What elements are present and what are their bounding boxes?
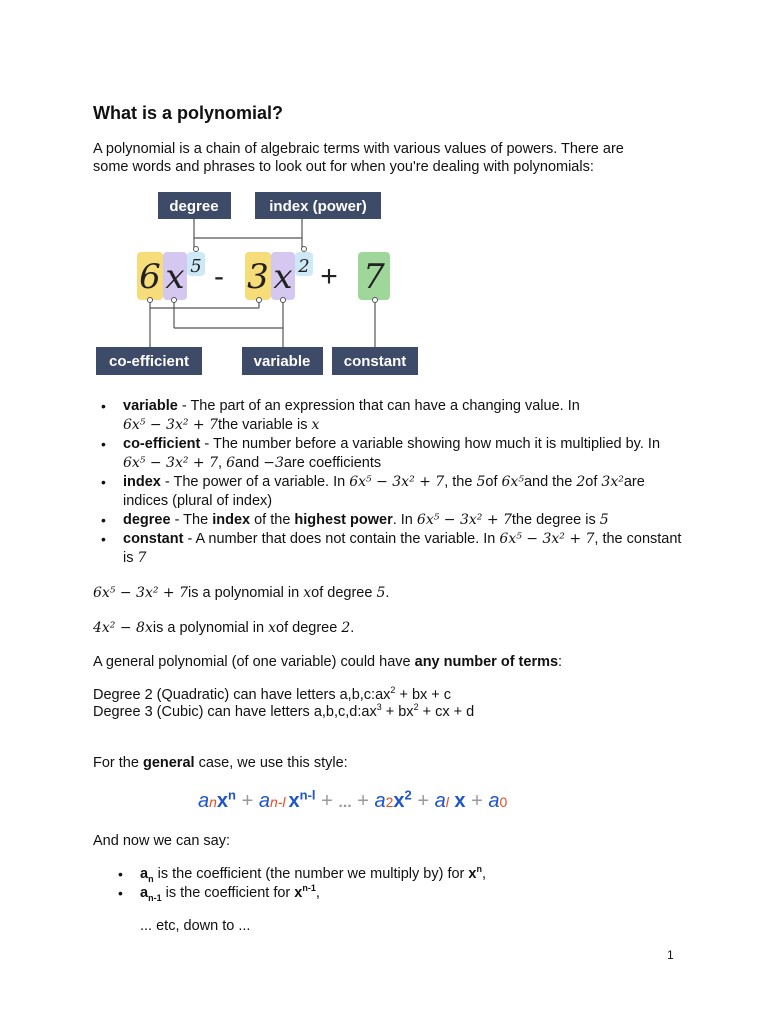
coefficient-item-an-1: [140, 884, 640, 903]
definition-text: - The part of an expression that can have a changing value. In: [177, 398, 580, 414]
math-value: x: [303, 585, 312, 601]
index-label: index (power): [269, 198, 367, 215]
polynomial-diagram: [93, 188, 423, 378]
bold-text: any number of terms: [414, 654, 559, 670]
math-expression: 6x⁵ − 3x² + 7: [123, 417, 218, 433]
etc-text: ... etc, down to ...: [140, 918, 251, 934]
now-say-text: And now we can say:: [93, 833, 231, 849]
degree-3-line: [93, 704, 474, 720]
formula-exponent: n-l: [299, 787, 316, 803]
coef2-text: 3: [247, 257, 269, 297]
definition-degree: [123, 511, 683, 530]
coefficient-item-an: [140, 865, 640, 884]
bold-text: highest power: [294, 512, 393, 528]
superscript: 3: [376, 702, 382, 713]
var1-text: x: [165, 257, 185, 297]
definition-text: the degree is: [511, 512, 600, 528]
math-value: 6x⁵: [501, 474, 524, 490]
paragraph-text: case, we use this style:: [194, 755, 348, 771]
line-text: + bx + c: [395, 687, 452, 703]
item-text: ,: [482, 866, 487, 882]
math-value: x: [311, 417, 320, 433]
definition-text: of the: [250, 512, 295, 528]
formula-subscript: 0: [499, 794, 508, 810]
example-text: of degree: [276, 620, 342, 636]
definition-text: are indices (plural of index): [123, 474, 645, 509]
definition-text: - The power of a variable. In: [160, 474, 350, 490]
definition-coefficient: [123, 435, 683, 473]
general-case-text: [93, 755, 348, 771]
definition-text: and: [234, 455, 264, 471]
coef-a: a: [140, 866, 149, 882]
formula-subscript: 2: [385, 794, 394, 810]
math-expression: 6x⁵ − 3x² + 7: [499, 531, 595, 547]
degree-2-line: [93, 687, 451, 703]
term-degree: degree: [123, 512, 171, 528]
exp1-text: 5: [190, 256, 202, 277]
const-text: 7: [363, 257, 385, 297]
superscript: n: [476, 864, 482, 875]
item-text: ,: [315, 885, 320, 901]
coefficient-label: co-efficient: [108, 353, 190, 370]
general-polynomial-text: [93, 654, 562, 670]
coef1-text: 6: [139, 257, 161, 297]
definition-text: , the constant is: [123, 531, 682, 566]
math-value: x: [268, 620, 277, 636]
example-text: is a polynomial in: [152, 620, 269, 636]
formula-x: x: [454, 790, 466, 812]
var2-text: x: [273, 257, 293, 297]
definitions-list: [123, 397, 683, 568]
math-expression: 6x⁵ − 3x² + 7: [349, 474, 445, 490]
minus-sign: -: [214, 260, 224, 293]
math-expression: 6x⁵ − 3x² + 7: [123, 455, 218, 471]
definition-text: . In: [392, 512, 417, 528]
page-title: What is a polynomial?: [93, 103, 284, 123]
coef-a: a: [140, 885, 149, 901]
subscript: n-1: [148, 892, 162, 903]
math-value: 3x²: [601, 474, 624, 490]
formula-a: a: [374, 790, 386, 812]
term-constant: constant: [123, 531, 184, 547]
math-expression: 4x² − 8x: [93, 620, 153, 636]
formula-x: x: [393, 790, 405, 812]
math-value: −3: [263, 455, 284, 471]
intro-paragraph: A polynomial is a chain of algebraic terms with various values of powers. There are some words and phrases to look out for when you're dealing with polynomials:: [93, 141, 624, 175]
formula-x: x: [288, 790, 300, 812]
item-text: is the coefficient (the number we multiply by) for: [153, 866, 469, 882]
example-text: .: [350, 620, 355, 636]
coef-x: x: [468, 866, 477, 882]
definition-text: , the: [444, 474, 477, 490]
formula-plus: +: [321, 790, 333, 812]
formula-a: a: [434, 790, 446, 812]
definition-constant: [123, 530, 683, 568]
math-value: 7: [137, 550, 147, 566]
formula-a: a: [258, 790, 270, 812]
paragraph-text: A general polynomial (of one variable) could have: [93, 654, 415, 670]
definition-text: ,: [218, 455, 227, 471]
degree-label: degree: [169, 198, 219, 215]
example-text: is a polynomial in: [188, 585, 304, 601]
math-value: 6: [226, 455, 235, 471]
term-variable: variable: [123, 398, 178, 414]
definition-text: of: [585, 474, 602, 490]
page-number: 1: [667, 948, 674, 962]
plus-sign: +: [320, 260, 338, 293]
line-text: + cx + d: [418, 704, 475, 720]
formula-subscript: n: [209, 794, 217, 810]
line-text: + bx: [381, 704, 414, 720]
math-expression: 6x⁵ − 3x² + 7: [93, 585, 188, 601]
term-coefficient: co-efficient: [123, 436, 201, 452]
item-text: is the coefficient for: [161, 885, 295, 901]
superscript: n-1: [302, 883, 316, 894]
coef-x: x: [294, 885, 303, 901]
definition-text: - The number before a variable showing how much it is multiplied by. In: [200, 436, 661, 452]
example-text: .: [385, 585, 390, 601]
formula-a: a: [198, 790, 210, 812]
definition-text: the variable is: [218, 417, 312, 433]
definition-text: of: [485, 474, 502, 490]
math-value: 2: [576, 474, 586, 490]
coefficient-list: [140, 865, 640, 903]
general-formula: [198, 787, 508, 813]
paragraph-text: :: [558, 654, 563, 670]
line-text: Degree 3 (Cubic) can have letters a,b,c,d:ax: [93, 704, 377, 720]
math-value: 2: [341, 620, 351, 636]
definition-text: - The: [170, 512, 213, 528]
paragraph-text: For the: [93, 755, 143, 771]
formula-exponent: n: [228, 787, 236, 803]
formula-subscript: n-l: [269, 794, 286, 810]
constant-label: constant: [343, 353, 407, 370]
example-2: [93, 620, 354, 636]
variable-label: variable: [253, 353, 311, 370]
bold-text: index: [212, 512, 251, 528]
definition-text: - A number that does not contain the variable. In: [183, 531, 500, 547]
definition-variable: [123, 397, 683, 435]
formula-x: x: [216, 790, 229, 812]
math-value: 5: [376, 585, 386, 601]
formula-plus: +: [417, 790, 430, 812]
formula-subscript: l: [445, 794, 449, 810]
math-value: 5: [476, 474, 486, 490]
definition-text: are coefficients: [283, 455, 382, 471]
term-index: index: [123, 474, 161, 490]
formula-dots: ...: [338, 794, 352, 811]
formula-plus: +: [471, 790, 483, 812]
formula-a: a: [488, 790, 500, 812]
exp2-text: 2: [298, 256, 310, 277]
formula-exponent: 2: [404, 787, 412, 803]
superscript: 2: [390, 685, 396, 696]
formula-plus: +: [241, 790, 254, 812]
example-text: of degree: [311, 585, 377, 601]
example-1: [93, 585, 389, 601]
formula-plus: +: [357, 790, 369, 812]
math-expression: 6x⁵ − 3x² + 7: [416, 512, 512, 528]
subscript: n: [148, 873, 154, 884]
definition-text: and the: [523, 474, 577, 490]
bold-text: general: [142, 755, 195, 771]
superscript: 2: [413, 702, 419, 713]
definition-index: [123, 473, 683, 511]
line-text: Degree 2 (Quadratic) can have letters a,b,c:ax: [93, 687, 391, 703]
math-value: 5: [599, 512, 609, 528]
